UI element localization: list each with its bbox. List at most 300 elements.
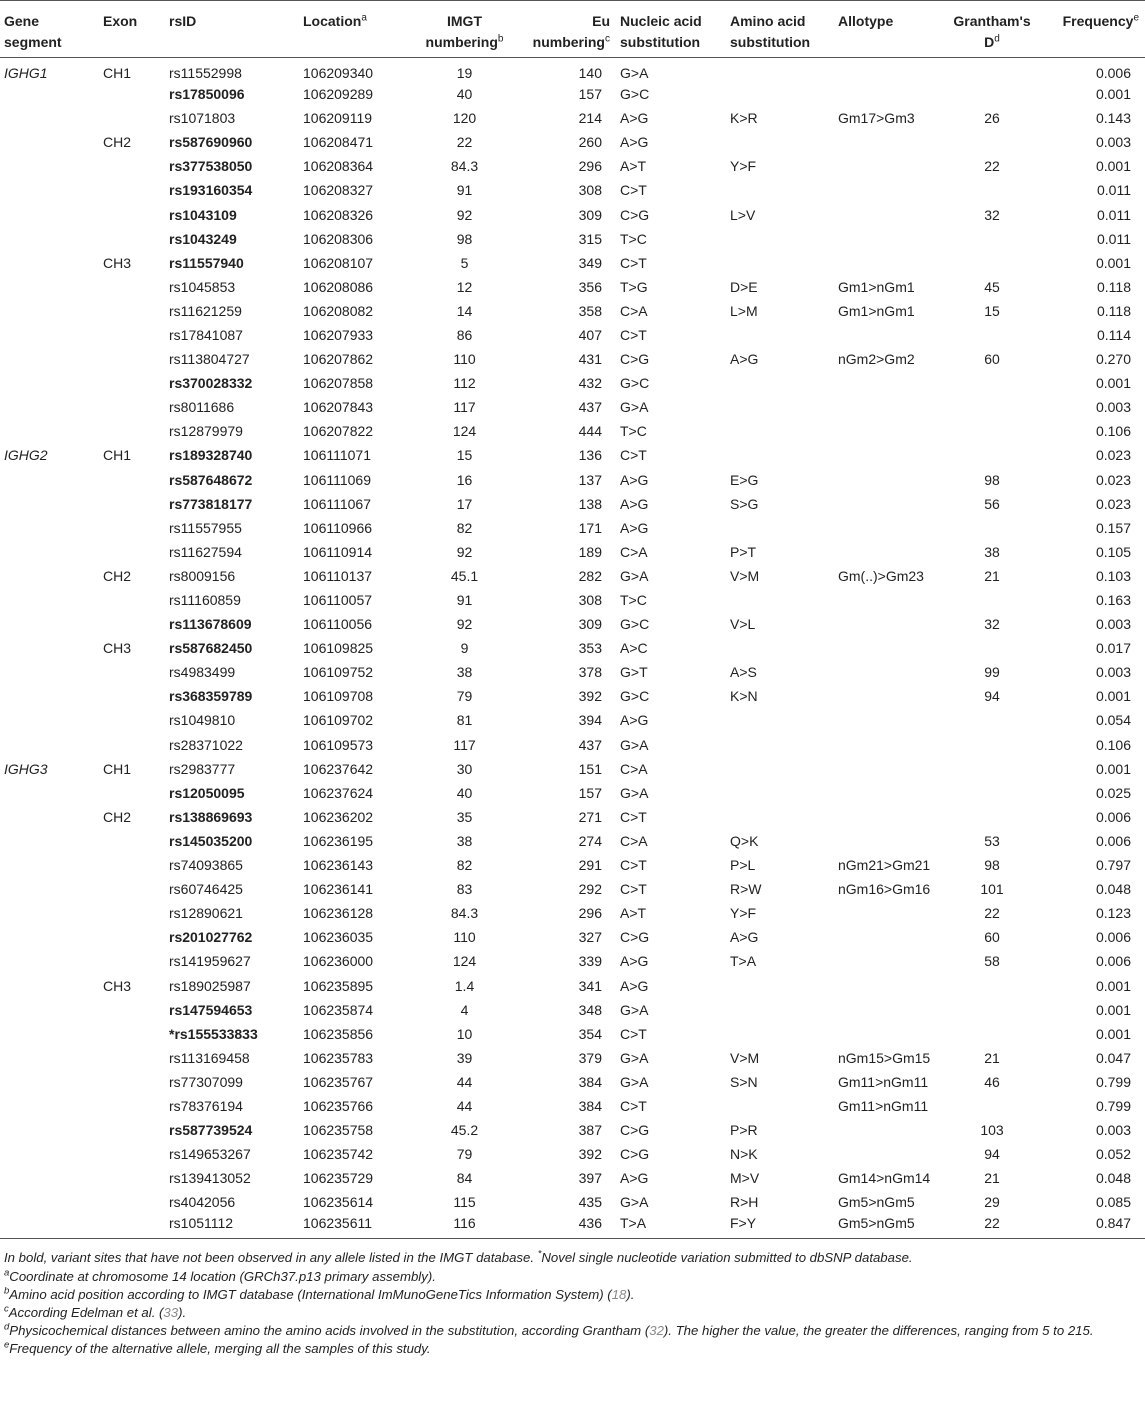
frequency-cell: 0.001 [1095,688,1131,705]
gene-segment-cell: IGHG3 [4,760,48,777]
allotype-cell: Gm11>nGm11 [838,1097,929,1114]
footnote-c-text-end: ). [178,1305,187,1321]
footnote-d-text: Physicochemical distances between amino the amino acids involved in the substitution, according Grantham ( [9,1323,650,1339]
exon-cell [99,82,165,106]
gene-segment-cell [0,1046,99,1070]
gene-segment-cell [0,781,99,805]
eu-numbering-cell: 136 [578,447,602,464]
footnote-c-mark: c [4,1303,9,1315]
grantham-cell [943,973,1041,997]
frequency-cell: 0.797 [1095,857,1131,874]
exon-cell [99,901,165,925]
eu-numbering-cell: 282 [578,567,602,584]
rsid-cell: rs12890621 [169,905,243,922]
imgt-numbering-cell: 83 [456,881,473,898]
table-row [0,829,1145,853]
table-row [0,588,1145,612]
frequency-cell: 0.001 [1095,254,1131,271]
amino-substitution-cell: V>L [730,616,756,633]
rsid-cell: rs149653267 [169,1146,251,1163]
exon-cell [99,323,165,347]
table-header [0,1,1145,58]
exon-cell [99,612,165,636]
exon-cell [99,1022,165,1046]
amino-substitution-cell [726,588,834,612]
gene-segment-cell [0,564,99,588]
eu-numbering-cell: 354 [578,1025,602,1042]
gene-segment-cell [0,612,99,636]
allotype-cell [834,1142,943,1166]
nucleic-substitution-cell: G>A [620,1001,649,1018]
nucleic-substitution-cell: T>C [620,592,647,609]
nucleic-substitution-cell: G>C [620,375,650,392]
imgt-numbering-cell: 38 [456,832,473,849]
location-cell: 106235766 [303,1097,374,1114]
frequency-cell: 0.001 [1095,760,1131,777]
header-imgt-sup: b [497,33,504,45]
amino-substitution-cell [726,516,834,540]
header-grantham-label: Grantham's D [953,13,1031,50]
allotype-cell [834,757,943,781]
frequency-cell: 0.085 [1095,1194,1131,1211]
amino-substitution-cell [726,708,834,732]
grantham-cell: 22 [943,1214,1041,1239]
exon-cell [99,1070,165,1094]
location-cell: 106236035 [303,929,374,946]
table-row [0,877,1145,901]
amino-substitution-cell [726,781,834,805]
imgt-numbering-cell: 92 [456,206,473,223]
grantham-cell [943,395,1041,419]
allotype-cell [834,998,943,1022]
table-row [0,130,1145,154]
rsid-cell: rs1043249 [169,230,237,247]
table-row [0,154,1145,178]
allotype-cell [834,371,943,395]
location-cell: 106209340 [303,65,374,81]
table-row [0,202,1145,226]
table-row [0,275,1145,299]
location-cell: 106236000 [303,953,374,970]
eu-numbering-cell: 392 [578,688,602,705]
nucleic-substitution-cell: C>A [620,832,648,849]
table-row [0,443,1145,467]
grantham-cell [943,781,1041,805]
amino-substitution-cell [726,58,834,83]
rsid-cell: rs11557940 [169,254,244,271]
eu-numbering-cell: 341 [578,977,602,994]
exon-cell [99,877,165,901]
rsid-cell: rs113804727 [169,351,250,368]
frequency-cell: 0.106 [1095,423,1131,440]
rsid-cell: rs11557955 [169,519,242,536]
nucleic-substitution-cell: C>A [620,302,648,319]
allotype-cell [834,781,943,805]
nucleic-substitution-cell: G>A [620,1073,649,1090]
exon-cell [99,371,165,395]
imgt-numbering-cell: 79 [456,1146,473,1163]
location-cell: 106110137 [303,567,373,584]
rsid-cell: rs1051112 [165,1214,299,1239]
nucleic-substitution-cell: C>T [620,1097,647,1114]
location-cell: 106208326 [303,206,374,223]
gene-segment-cell [0,1166,99,1190]
exon-cell: CH3 [103,640,132,657]
allotype-cell [834,540,943,564]
imgt-numbering-cell: 44 [456,1097,473,1114]
table-row [0,1070,1145,1094]
imgt-numbering-cell: 124 [452,953,477,970]
gene-segment-cell [0,540,99,564]
footnote-star-mark: * [537,1249,542,1261]
allotype-cell [834,202,943,226]
rsid-cell: rs587739524 [169,1122,253,1139]
amino-substitution-cell [726,733,834,757]
imgt-numbering-cell: 91 [456,182,473,199]
gene-segment-cell [0,299,99,323]
location-cell: 106110057 [303,592,373,609]
nucleic-substitution-cell: T>G [620,278,648,295]
nucleic-substitution-cell: G>A [620,399,649,416]
gene-segment-cell [0,829,99,853]
eu-numbering-cell: 384 [578,1097,602,1114]
imgt-numbering-cell: 82 [456,519,473,536]
exon-cell: CH2 [103,567,132,584]
frequency-cell: 0.143 [1095,110,1131,127]
grantham-cell [943,323,1041,347]
allotype-cell [834,468,943,492]
footnote-bold [4,1249,1141,1267]
gene-segment-cell [0,877,99,901]
gene-segment-cell [0,853,99,877]
grantham-cell: 94 [984,688,1000,705]
location-cell: 106110056 [303,616,373,633]
frequency-cell: 0.011 [1097,206,1131,223]
gene-segment-cell [0,805,99,829]
imgt-numbering-cell: 40 [456,784,473,801]
nucleic-substitution-cell: A>G [620,471,649,488]
gene-segment-cell [0,660,99,684]
imgt-numbering-cell: 9 [460,640,469,657]
allotype-cell [834,82,943,106]
grantham-cell [943,998,1041,1022]
imgt-numbering-cell: 110 [453,929,476,946]
exon-cell [99,1142,165,1166]
footnote-d-reference-link[interactable]: 32 [649,1323,664,1339]
eu-numbering-cell: 292 [578,881,602,898]
rsid-cell: rs11627594 [169,543,242,560]
allotype-cell [834,154,943,178]
location-cell: 106110914 [303,543,373,560]
allotype-cell [834,130,943,154]
rsid-cell: *rs155533833 [169,1025,258,1042]
eu-numbering-cell: 260 [578,134,602,151]
amino-substitution-cell: Y>F [730,905,757,922]
allotype-cell [834,949,943,973]
imgt-numbering-cell: 92 [456,616,473,633]
amino-substitution-cell: A>G [730,929,759,946]
nucleic-substitution-cell: G>A [620,736,649,753]
imgt-numbering-cell: 4 [460,1001,469,1018]
exon-cell [99,733,165,757]
eu-numbering-cell: 356 [578,278,602,295]
table-row [0,58,1145,83]
amino-substitution-cell [726,1022,834,1046]
grantham-cell [943,1094,1041,1118]
amino-substitution-cell: P>T [730,543,757,560]
table-row [0,540,1145,564]
location-cell: 106111067 [303,495,371,512]
table-row [0,1214,1145,1239]
rsid-cell: rs1049810 [169,712,236,729]
exon-cell [99,1046,165,1070]
imgt-numbering-cell: 82 [456,857,473,874]
allotype-cell [834,733,943,757]
header-grantham-sup: d [994,33,1000,45]
location-cell: 106237642 [303,760,374,777]
allotype-cell [834,612,943,636]
nucleic-substitution-cell: C>G [620,206,650,223]
footnote-e-mark: e [4,1340,10,1352]
footnote-d-text-end: ). The higher the value, the greater the differences, ranging from 5 to 215. [663,1323,1094,1339]
table-row [0,708,1145,732]
location-cell: 106207822 [303,423,374,440]
nucleic-substitution-cell: C>G [620,351,650,368]
nucleic-substitution-cell: A>G [620,110,649,127]
amino-substitution-cell [726,998,834,1022]
grantham-cell [943,708,1041,732]
amino-substitution-cell [726,1094,834,1118]
nucleic-substitution-cell: T>A [616,1214,726,1239]
gene-segment-cell [0,106,99,130]
grantham-cell [943,130,1041,154]
table-row [0,757,1145,781]
eu-numbering-cell: 309 [578,616,602,633]
table-row [0,733,1145,757]
footnote-bold-text: In bold, variant sites that have not been observed in any allele listed in the IMGT database. [4,1250,538,1266]
footnote-e [4,1340,1141,1358]
nucleic-substitution-cell: C>A [620,543,648,560]
gene-segment-cell [0,588,99,612]
amino-substitution-cell [726,251,834,275]
amino-substitution-cell: Y>F [730,158,757,175]
grantham-cell [943,805,1041,829]
grantham-cell: 26 [984,110,1000,127]
amino-substitution-cell: Q>K [730,832,759,849]
amino-substitution-cell: A>S [730,664,757,681]
table-row [0,1046,1145,1070]
allotype-cell [834,419,943,443]
grantham-cell: 56 [984,495,1000,512]
frequency-cell: 0.118 [1097,302,1131,319]
imgt-numbering-cell: 5 [460,254,469,271]
grantham-cell [943,443,1041,467]
location-cell: 106109752 [303,664,374,681]
frequency-cell: 0.003 [1095,616,1131,633]
location-cell: 106209119 [303,110,373,127]
allotype-cell [834,178,943,202]
gene-segment-cell [0,1094,99,1118]
exon-cell [99,516,165,540]
footnote-c-text: According Edelman et al. ( [8,1305,164,1321]
imgt-numbering-cell: 38 [456,664,473,681]
footnote-novel-text: Novel single nucleotide variation submitted to dbSNP database. [541,1250,913,1266]
allotype-cell [834,588,943,612]
rsid-cell: rs773818177 [169,495,253,512]
imgt-numbering-cell: 116 [414,1214,515,1239]
grantham-cell: 32 [984,616,1000,633]
amino-substitution-cell: A>G [730,351,759,368]
allotype-cell: Gm1>nGm1 [838,302,915,319]
location-cell: 106109702 [303,712,374,729]
exon-cell: CH1 [103,65,132,81]
rsid-cell: rs4983499 [169,664,236,681]
header-eu [515,1,616,58]
exon-cell [99,540,165,564]
grantham-cell: 99 [984,664,1000,681]
rsid-cell: rs139413052 [169,1170,251,1187]
grantham-cell [943,419,1041,443]
allotype-cell [834,925,943,949]
imgt-numbering-cell: 84.3 [450,905,479,922]
footnote-a [4,1268,1141,1286]
exon-cell [99,660,165,684]
imgt-numbering-cell: 92 [456,543,473,560]
eu-numbering-cell: 349 [578,254,602,271]
allotype-cell [834,973,943,997]
eu-numbering-cell: 387 [578,1122,602,1139]
nucleic-substitution-cell: G>A [620,1049,649,1066]
imgt-numbering-cell: 81 [456,712,473,729]
grantham-cell [943,371,1041,395]
gene-segment-cell [0,130,99,154]
rsid-cell: rs370028332 [169,375,253,392]
gene-segment-cell [0,901,99,925]
allotype-cell [834,395,943,419]
gene-segment-cell [0,371,99,395]
eu-numbering-cell: 431 [578,351,602,368]
location-cell: 106235874 [303,1001,374,1018]
allotype-cell [834,251,943,275]
eu-numbering-cell: 378 [578,664,602,681]
imgt-numbering-cell: 79 [456,688,473,705]
gene-segment-cell [0,636,99,660]
frequency-cell: 0.023 [1095,471,1131,488]
frequency-cell: 0.025 [1095,784,1131,801]
footnote-c-reference-link[interactable]: 33 [163,1305,179,1321]
nucleic-substitution-cell: T>C [620,423,647,440]
frequency-cell: 0.799 [1095,1073,1131,1090]
table-row [0,660,1145,684]
amino-substitution-cell: L>V [730,206,756,223]
table-row [0,901,1145,925]
grantham-cell: 94 [984,1146,1000,1163]
footnote-e-text: Frequency of the alternative allele, merging all the samples of this study. [9,1341,431,1357]
table-row [0,82,1145,106]
eu-numbering-cell: 384 [578,1073,602,1090]
eu-numbering-cell: 397 [578,1170,602,1187]
nucleic-substitution-cell: A>G [620,712,649,729]
amino-substitution-cell: S>G [730,495,759,512]
exon-cell [99,275,165,299]
gene-segment-cell [0,227,99,251]
grantham-cell [943,82,1041,106]
location-cell: 106208086 [303,278,374,295]
gene-segment-cell [0,1022,99,1046]
frequency-cell: 0.157 [1095,519,1131,536]
rsid-cell: rs1045853 [169,278,236,295]
exon-cell [99,998,165,1022]
frequency-cell: 0.001 [1095,86,1131,103]
allotype-cell [834,805,943,829]
grantham-cell: 21 [984,1170,1000,1187]
eu-numbering-cell: 315 [578,230,602,247]
rsid-cell: rs8009156 [169,567,236,584]
exon-cell [99,419,165,443]
header-grantham [943,1,1041,58]
location-cell: 106207862 [303,351,374,368]
frequency-cell: 0.003 [1095,664,1131,681]
nucleic-substitution-cell: G>A [620,65,649,81]
exon-cell [99,1166,165,1190]
eu-numbering-cell: 137 [578,471,602,488]
location-cell: 106109708 [303,688,374,705]
location-cell: 106111071 [303,447,371,464]
amino-substitution-cell: K>R [730,110,758,127]
allotype-cell [834,901,943,925]
exon-cell [99,1190,165,1214]
frequency-cell: 0.006 [1095,808,1131,825]
nucleic-substitution-cell: C>G [620,929,650,946]
exon-cell [99,227,165,251]
location-cell: 106109573 [303,736,374,753]
header-nucleic: Nucleic acid substitution [616,1,726,58]
allotype-cell: nGm16>Gm16 [838,881,931,898]
eu-numbering-cell: 157 [578,784,602,801]
exon-cell: CH2 [103,134,132,151]
nucleic-substitution-cell: G>T [620,664,648,681]
gene-segment-cell [0,925,99,949]
frequency-cell: 0.001 [1095,158,1131,175]
grantham-cell [943,516,1041,540]
table-row [0,612,1145,636]
rsid-cell: rs60746425 [169,881,243,898]
table-body [0,58,1145,1239]
footnote-b-reference-link[interactable]: 18 [611,1286,627,1302]
gene-segment-cell [0,492,99,516]
rsid-cell: rs368359789 [169,688,253,705]
grantham-cell [943,251,1041,275]
table-row [0,998,1145,1022]
header-eu-sup: c [605,33,610,45]
gene-segment-cell [0,1118,99,1142]
allotype-cell: Gm17>Gm3 [838,110,915,127]
grantham-cell [943,1022,1041,1046]
imgt-numbering-cell: 17 [456,495,473,512]
rsid-cell: rs147594653 [169,1001,253,1018]
grantham-cell [943,733,1041,757]
allotype-cell: nGm15>Gm15 [838,1049,931,1066]
rsid-cell: rs201027762 [169,929,253,946]
allotype-cell [834,323,943,347]
frequency-cell: 0.106 [1095,736,1131,753]
imgt-numbering-cell: 10 [456,1025,473,1042]
allotype-cell [834,227,943,251]
header-amino: Amino acid substitution [726,1,834,58]
frequency-cell: 0.052 [1095,1146,1131,1163]
amino-substitution-cell [726,323,834,347]
eu-numbering-cell: 308 [578,182,602,199]
